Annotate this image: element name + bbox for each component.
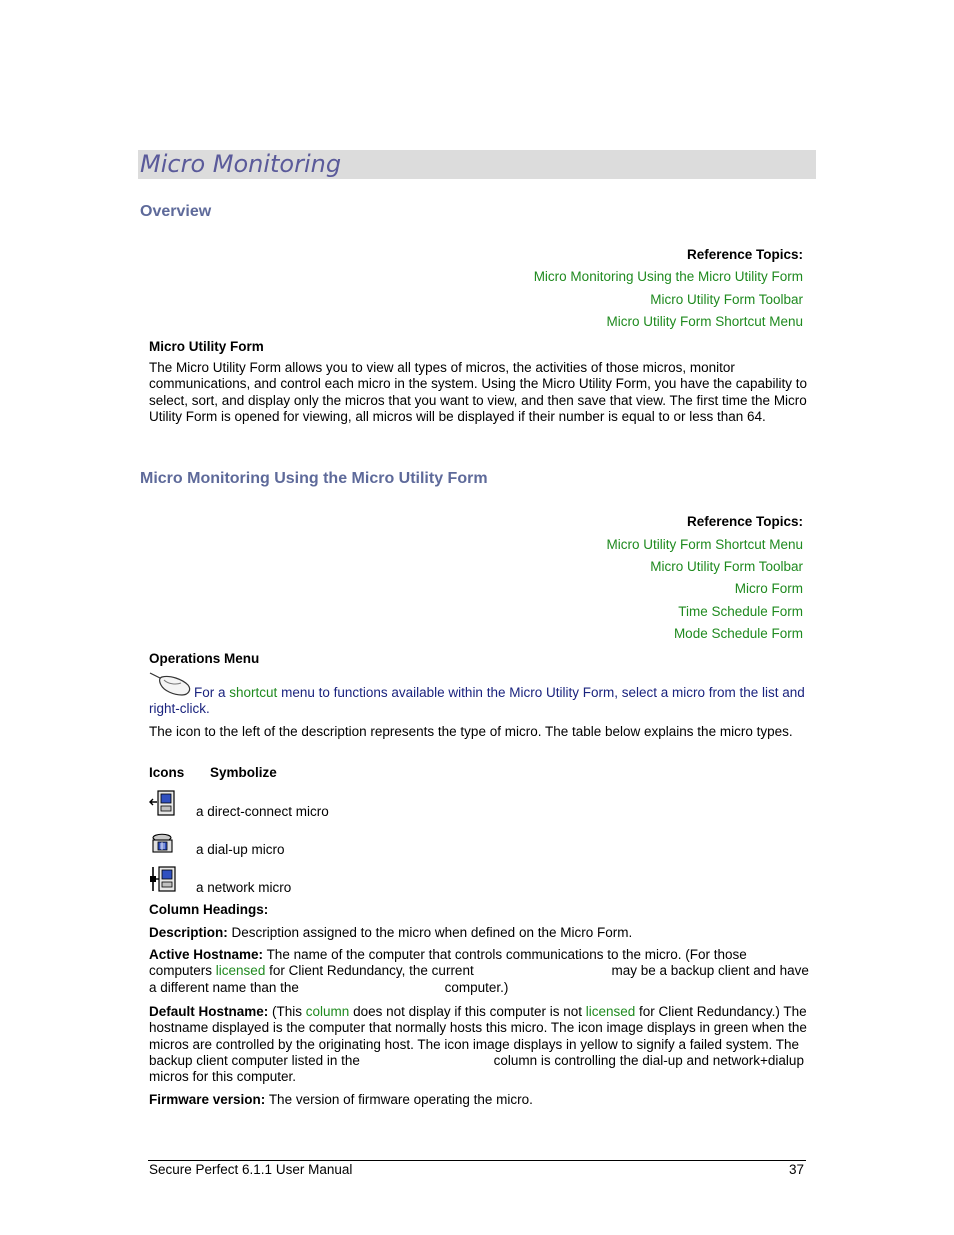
dial-up-label: a dial-up micro [196,842,285,857]
footer-page-number: 37 [788,1162,804,1177]
firmware-text: The version of firmware operating the micro. [268,1092,533,1107]
description-text: Description assigned to the micro when defined on the Micro Form. [231,925,633,940]
column-link[interactable]: column [305,1004,350,1019]
overview-ref-link-2[interactable]: Micro Utility Form Toolbar [650,292,803,307]
overview-ref-link-3[interactable]: Micro Utility Form Shortcut Menu [606,314,803,329]
network-micro-icon [149,866,177,892]
direct-connect-micro-icon [149,790,177,816]
active-text-1: The name of the computer that controls communications to the micro. (For those computers [149,947,747,979]
overview-ref-link-1[interactable]: Micro Monitoring Using the Micro Utility Form [533,269,803,284]
table-head-symbolize: Symbolize [210,765,277,780]
licensed-link[interactable]: licensed [215,963,266,979]
overview-paragraph: The Micro Utility Form allows you to view all types of micros, the activities of those micros, monitor communications, and control each micro in the system. Using the Micro Utility Form, you have the capability to select, sort, and display only the micros that you want to view, and then save that view. The first time the Micro Utility Form is opened for viewing, all micros will be displayed if their number is equal to or less than 64. [149,360,808,424]
default-text-2: does not display if this computer is not [353,1004,582,1019]
footer-rule [148,1160,806,1161]
default-hostname-definition [149,1004,809,1085]
default-text-3: for Client Redundancy.) The hostname displayed is the computer that normally hosts this micro. The icon image displays in green when the micros are controlled by the originating host. The icon image displays in yellow to signify a failed system. The backup client computer listed in the [149,1004,807,1068]
table-head-icons: Icons [149,765,185,780]
tip-prefix: For a [194,685,226,700]
page-title: Micro Monitoring [140,150,342,178]
default-text-4: column is controlling the dial-up and network+dialup micros for this computer. [149,1052,804,1085]
firmware-definition [149,1092,809,1108]
description-definition [149,925,809,941]
active-hostname-term: Active Hostname: [149,947,264,962]
active-text-4: computer.) [444,979,509,995]
monitoring-heading: Micro Monitoring Using the Micro Utility Form [140,470,488,487]
shortcut-tip [149,685,809,718]
direct-connect-label: a direct-connect micro [196,804,329,819]
icon-explanation-paragraph: The icon to the left of the description represents the type of micro. The table below explains the micro types. [149,724,793,739]
dial-up-micro-icon [149,830,177,856]
monitoring-ref-link-2[interactable]: Micro Utility Form Toolbar [650,559,803,574]
default-text-1: (This [272,1004,303,1019]
description-term: Description: [149,925,228,940]
active-hostname-definition [149,947,809,996]
operations-menu-heading: Operations Menu [149,651,260,666]
firmware-term: Firmware version: [149,1092,266,1107]
overview-reference-heading: Reference Topics: [686,247,803,262]
monitoring-reference-heading: Reference Topics: [686,514,803,529]
overview-heading: Overview [140,203,212,220]
monitoring-ref-link-4[interactable]: Time Schedule Form [678,604,803,619]
footer-manual-title: Secure Perfect 6.1.1 User Manual [149,1162,353,1177]
monitoring-ref-link-1[interactable]: Micro Utility Form Shortcut Menu [606,537,803,552]
network-label: a network micro [196,880,292,895]
monitoring-ref-link-3[interactable]: Micro Form [734,581,803,596]
column-headings-label: Column Headings: [149,902,269,917]
micro-utility-form-subheading: Micro Utility Form [149,339,264,354]
shortcut-link[interactable]: shortcut [229,685,278,700]
monitoring-ref-link-5[interactable]: Mode Schedule Form [673,626,803,641]
active-text-2: for Client Redundancy, the current [269,963,474,979]
default-hostname-term: Default Hostname: [149,1004,269,1019]
tip-suffix: menu to functions available within the Micro Utility Form, select a micro from the list and right-click. [149,685,805,717]
licensed-link-2[interactable]: licensed [585,1004,636,1019]
active-text-3: may be a backup client and have a different name than the [149,963,809,995]
